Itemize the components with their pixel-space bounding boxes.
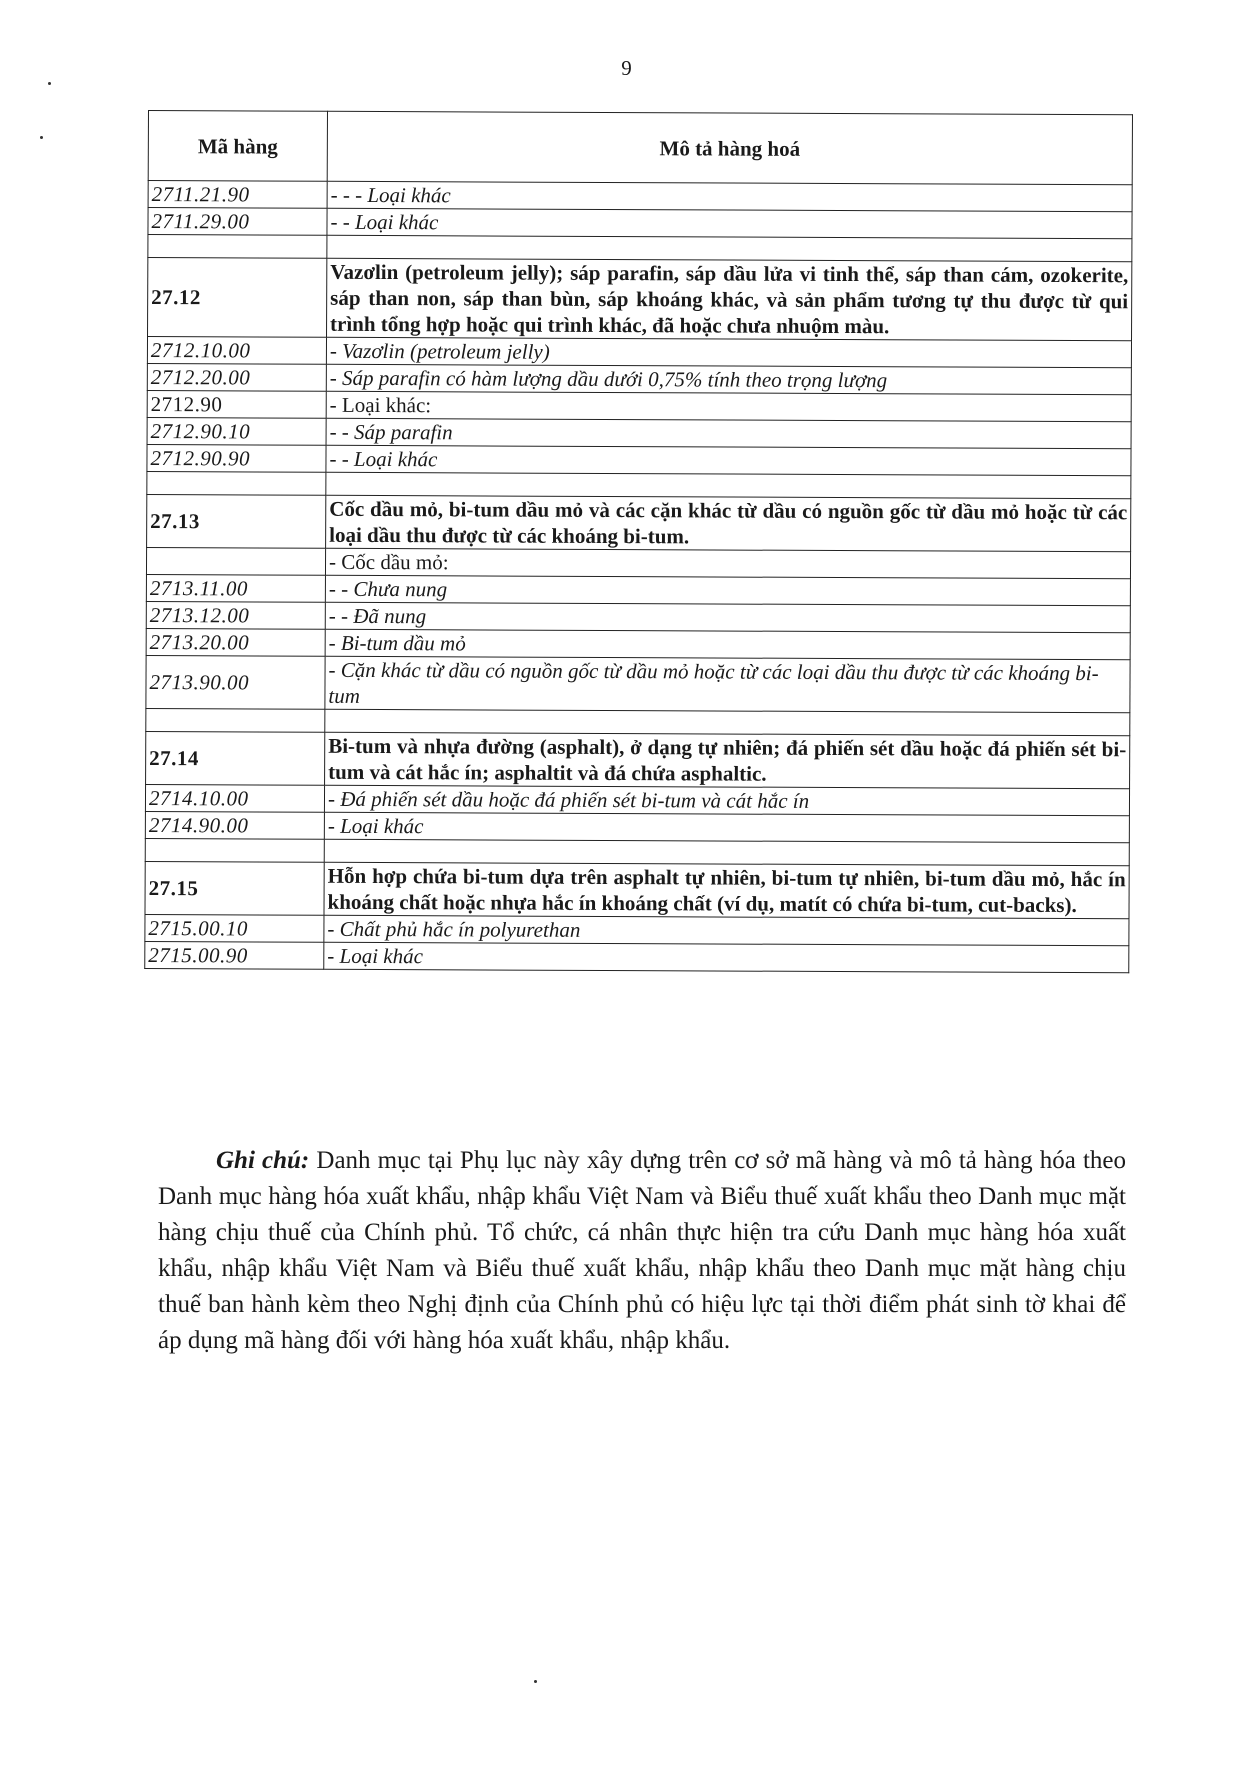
description-cell: - Loại khác bbox=[324, 942, 1129, 973]
description-cell: Bi-tum và nhựa đường (asphalt), ở dạng tự nhiên; đá phiến sét dầu hoặc đá phiến sét bi-tum và cát hắc ín; asphaltit và đá chứa asphaltic. bbox=[325, 732, 1130, 789]
column-header-code: Mã hàng bbox=[148, 111, 327, 182]
hs-code-cell: 2714.10.00 bbox=[145, 784, 324, 812]
scan-speck bbox=[534, 1680, 537, 1683]
description-cell: - Loại khác bbox=[324, 812, 1129, 843]
table-row bbox=[146, 601, 1130, 632]
table-row bbox=[147, 337, 1131, 368]
description-cell: - - - Loại khác bbox=[327, 181, 1132, 212]
description-cell: Hỗn hợp chứa bi-tum dựa trên asphalt tự nhiên, bi-tum tự nhiên, bi-tum dầu mỏ, hắc ín khoáng chất hoặc nhựa hắc ín khoáng chất (ví dụ, matít có chứa bi-tum, cut-backs). bbox=[324, 862, 1129, 919]
column-header-description: Mô tả hàng hoá bbox=[327, 111, 1132, 185]
hs-code-cell: 27.14 bbox=[146, 731, 325, 785]
description-cell: Cốc dầu mỏ, bi-tum dầu mỏ và các cặn khác từ dầu có nguồn gốc từ dầu mỏ hoặc từ các loại dầu thu được từ các khoáng bi-tum. bbox=[326, 495, 1131, 552]
table-row bbox=[146, 547, 1130, 578]
hs-code-cell: 2712.90 bbox=[147, 390, 326, 418]
hs-code-cell: 2713.90.00 bbox=[146, 655, 325, 709]
description-cell: - - Sáp parafin bbox=[326, 418, 1131, 449]
heading-row bbox=[147, 494, 1131, 551]
description-cell: - Chất phủ hắc ín polyurethan bbox=[324, 915, 1129, 946]
hs-code-cell: 2712.90.10 bbox=[147, 417, 326, 445]
hs-code-cell: 2712.20.00 bbox=[147, 363, 326, 391]
description-cell: - Cốc dầu mỏ: bbox=[325, 548, 1130, 579]
scan-speck bbox=[40, 136, 43, 139]
hs-code-cell: 2713.11.00 bbox=[146, 574, 325, 602]
hs-code-cell: 2714.90.00 bbox=[145, 811, 324, 839]
table-row bbox=[145, 914, 1129, 945]
heading-row bbox=[145, 861, 1129, 918]
description-cell: - - Loại khác bbox=[326, 445, 1131, 476]
hs-code-cell: 2713.20.00 bbox=[146, 628, 325, 656]
description-cell: - - Loại khác bbox=[327, 208, 1132, 239]
hs-code-cell: 2713.12.00 bbox=[146, 601, 325, 629]
footnote-label: Ghi chú: bbox=[216, 1147, 310, 1174]
description-cell: - Vazơlin (petroleum jelly) bbox=[326, 337, 1131, 368]
table-row bbox=[146, 574, 1130, 605]
description-cell bbox=[324, 839, 1129, 866]
hs-code-cell: 2715.00.90 bbox=[145, 941, 324, 969]
table-header-row bbox=[148, 111, 1132, 185]
table-row bbox=[146, 655, 1130, 712]
description-cell: - - Đã nung bbox=[325, 602, 1130, 633]
scan-speck bbox=[48, 82, 51, 85]
description-cell: - Đá phiến sét dầu hoặc đá phiến sét bi-tum và cát hắc ín bbox=[324, 785, 1129, 816]
table-row bbox=[147, 417, 1131, 448]
hs-code-cell bbox=[146, 708, 325, 732]
table-row bbox=[147, 363, 1131, 394]
table-row bbox=[148, 208, 1132, 239]
hs-code-cell: 27.15 bbox=[145, 861, 324, 915]
page-number: 9 bbox=[621, 56, 632, 80]
hs-code-cell: 2711.21.90 bbox=[148, 181, 327, 209]
footnote-text: Danh mục tại Phụ lục này xây dựng trên cơ sở mã hàng và mô tả hàng hóa theo Danh mục hàng hóa xuất khẩu, nhập khẩu Việt Nam và Biểu thuế xuất khẩu theo Danh mục mặt hàng chịu thuế của Chính phủ. Tổ chức, cá nhân thực hiện tra cứu Danh mục hàng hóa xuất khẩu, nhập khẩu Việt Nam và Biểu thuế xuất khẩu, nhập khẩu theo Danh mục mặt hàng chịu thuế ban hành kèm theo Nghị định của Chính phủ có hiệu lực tại thời điểm phát sinh tờ khai để áp dụng mã hàng đối với hàng hóa xuất khẩu, nhập khẩu. bbox=[158, 1147, 1126, 1354]
table-row bbox=[147, 390, 1131, 421]
description-cell: - Sáp parafin có hàm lượng dầu dưới 0,75% tính theo trọng lượng bbox=[326, 364, 1131, 395]
hs-code-cell: 2712.90.90 bbox=[147, 444, 326, 472]
hs-code-cell: 2711.29.00 bbox=[148, 208, 327, 236]
table-body bbox=[145, 181, 1132, 973]
description-cell: - Bi-tum dầu mỏ bbox=[325, 629, 1130, 660]
hs-code-cell bbox=[148, 235, 327, 259]
hs-code-cell bbox=[147, 471, 326, 495]
footnote bbox=[158, 1143, 1126, 1359]
hs-code-cell: 27.13 bbox=[147, 494, 326, 548]
hs-code-cell: 2712.10.00 bbox=[147, 337, 326, 365]
hs-code-cell: 2715.00.10 bbox=[145, 914, 324, 942]
hs-code-cell bbox=[146, 547, 325, 575]
tariff-table bbox=[144, 110, 1133, 973]
hs-code-cell: 27.12 bbox=[148, 258, 327, 338]
table-row bbox=[146, 628, 1130, 659]
description-cell: - Loại khác: bbox=[326, 391, 1131, 422]
table-row bbox=[145, 811, 1129, 842]
table-row bbox=[145, 784, 1129, 815]
description-cell: - Cặn khác từ dầu có nguồn gốc từ dầu mỏ hoặc từ các loại dầu thu được từ các khoáng bi-tum bbox=[325, 656, 1130, 713]
table-row bbox=[145, 941, 1129, 972]
hs-code-cell bbox=[145, 838, 324, 862]
heading-row bbox=[148, 258, 1132, 341]
description-cell: - - Chưa nung bbox=[325, 575, 1130, 606]
heading-row bbox=[146, 731, 1130, 788]
table-row bbox=[147, 444, 1131, 475]
description-cell: Vazơlin (petroleum jelly); sáp parafin, sáp dầu lửa vi tinh thể, sáp than cám, ozokerite, sáp than non, sáp than bùn, sáp khoáng khác, và sản phẩm tương tự thu được từ qui trình tổng hợp hoặc qui trình khác, đã hoặc chưa nhuộm màu. bbox=[327, 258, 1132, 341]
table-row bbox=[148, 181, 1132, 212]
